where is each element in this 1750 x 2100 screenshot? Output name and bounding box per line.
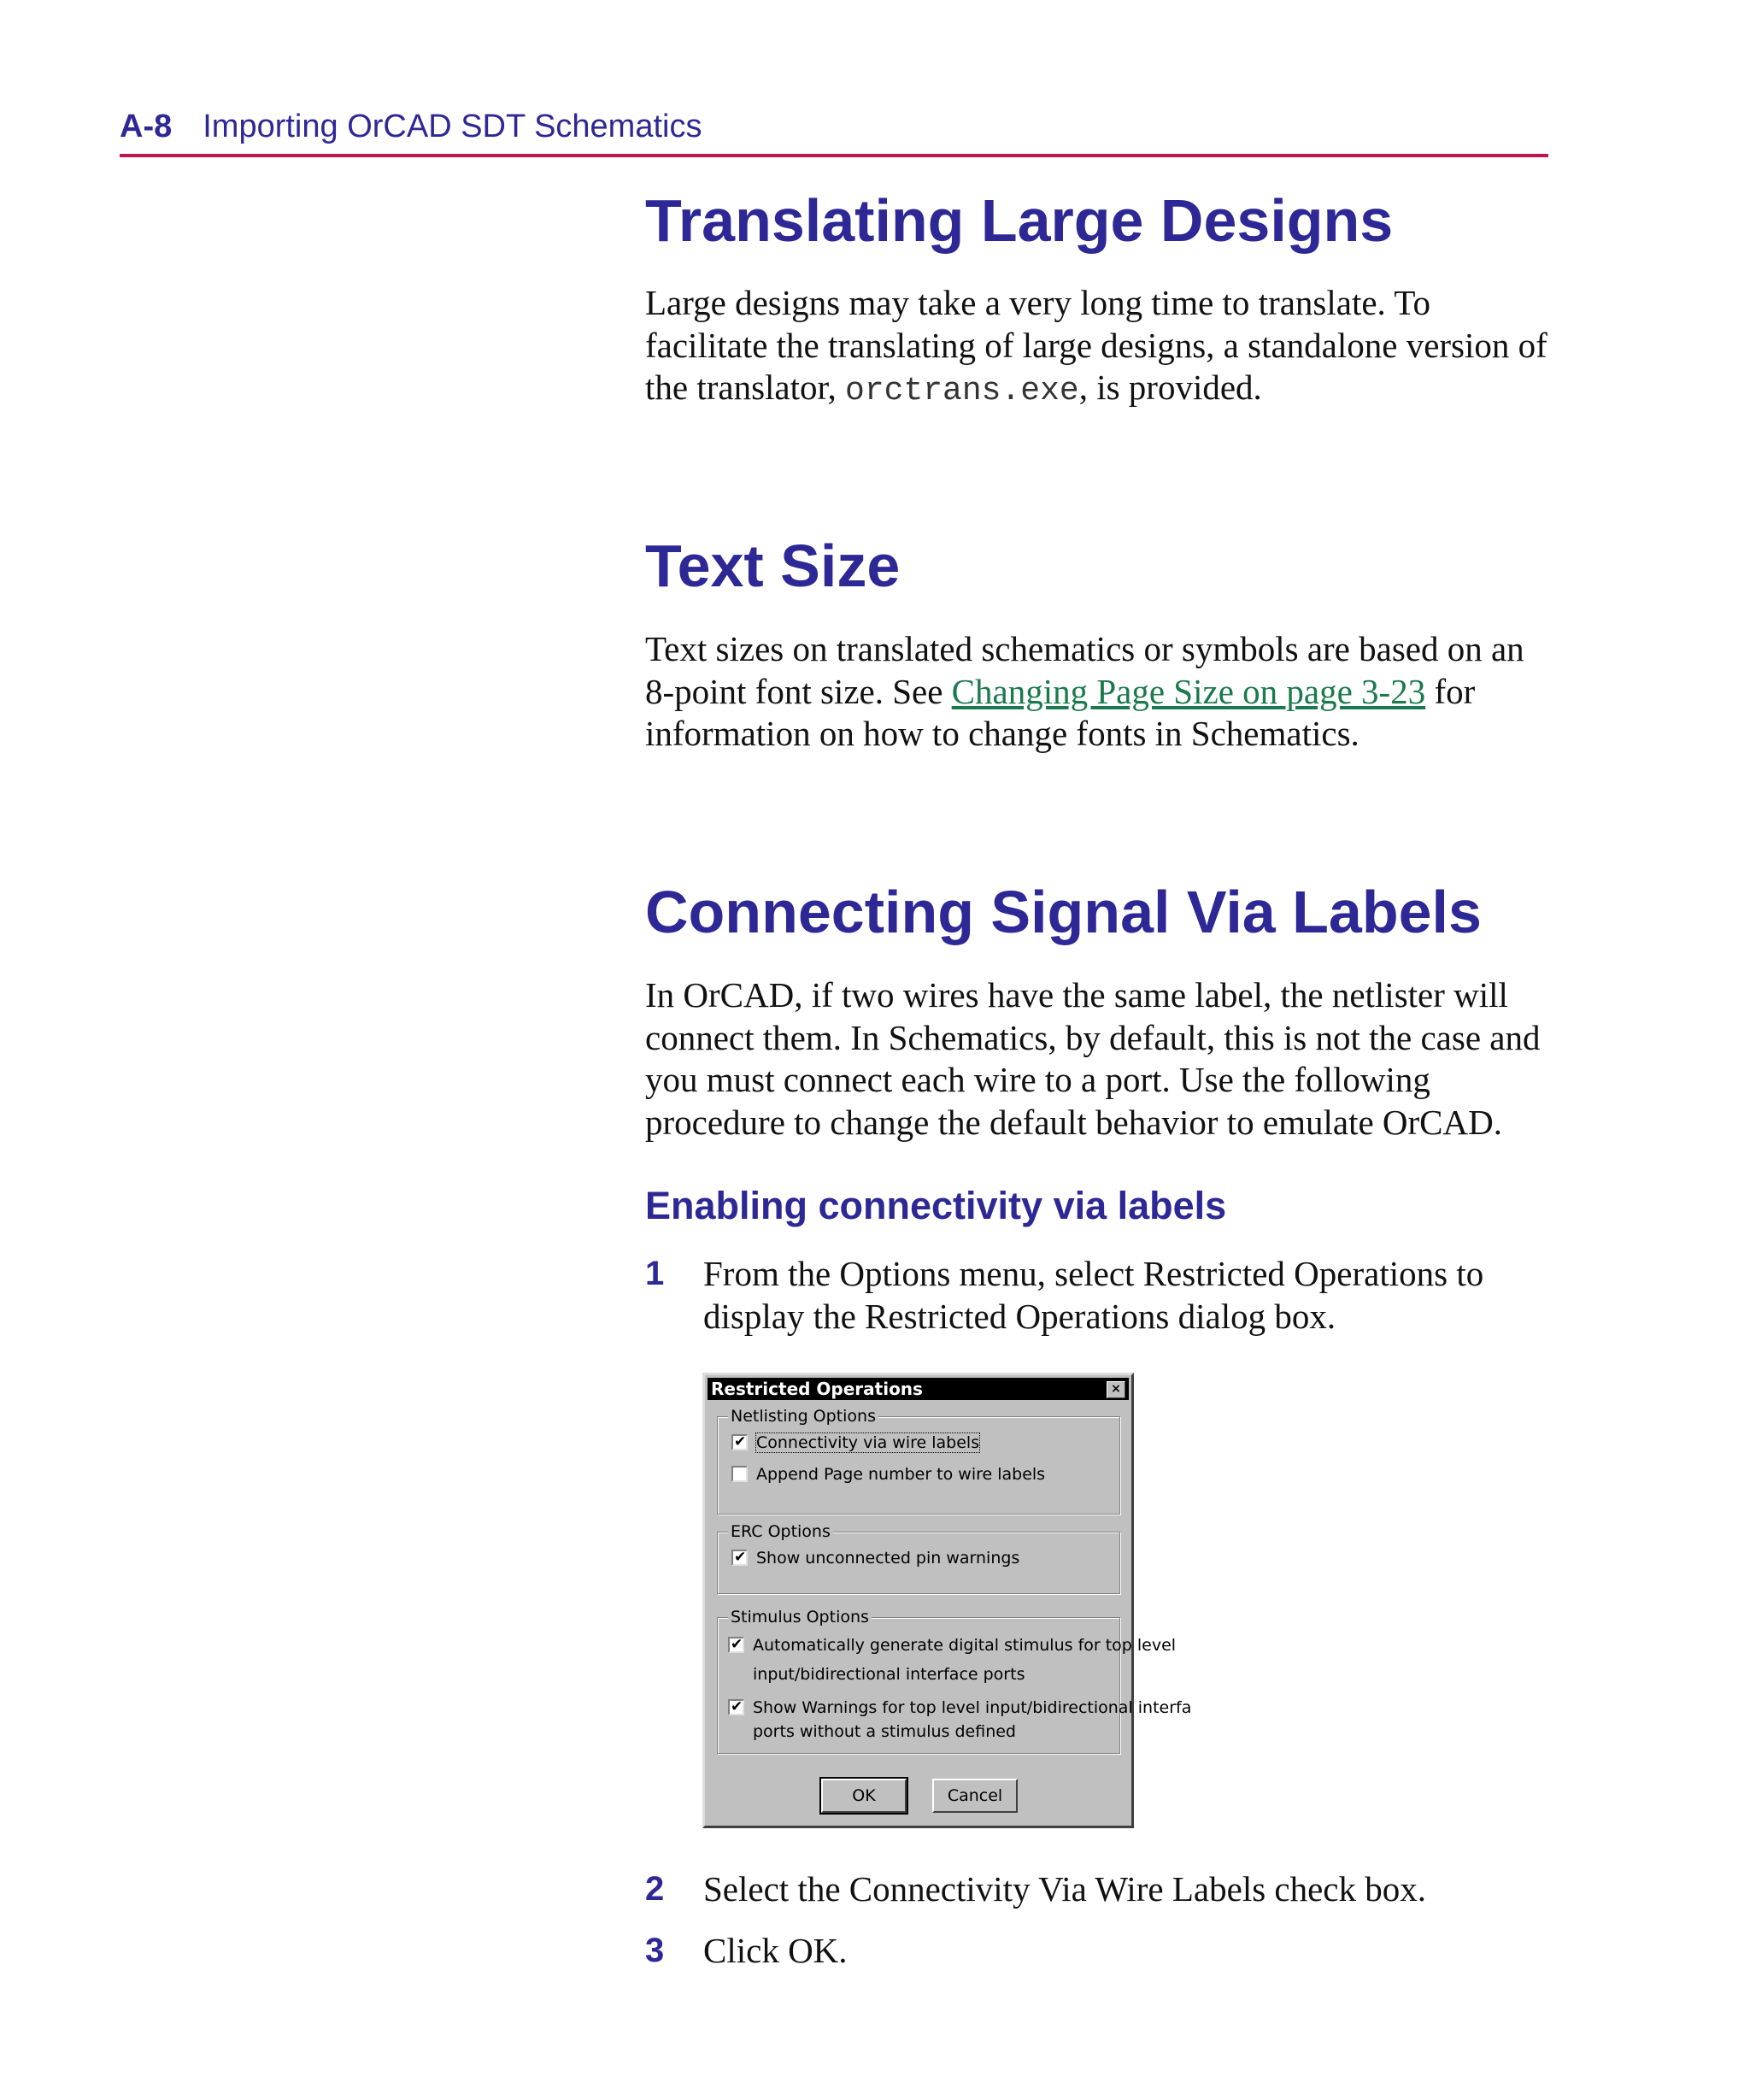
stimulus-options-group <box>717 1608 1192 1754</box>
checkbox-label: Automatically generate digital stimulus for top level <box>753 1636 1177 1655</box>
paragraph-text-size <box>645 628 1551 756</box>
page-header <box>120 104 1548 157</box>
section-title-connecting: Connecting Signal Via Labels <box>645 879 1482 945</box>
dialog-titlebar <box>708 1378 1129 1400</box>
checkbox-unchecked-icon[interactable] <box>731 1466 748 1482</box>
chapter-title: Importing OrCAD SDT Schematics <box>203 109 702 144</box>
paragraph-text: Text sizes on translated schematics or symbols are based on an 8-point font size. See <box>645 629 1524 711</box>
group-legend: ERC Options <box>728 1521 833 1543</box>
checkbox-checked-icon[interactable] <box>728 1637 744 1653</box>
group-legend: Netlisting Options <box>728 1405 878 1427</box>
step-number: 3 <box>645 1932 665 1969</box>
checkbox-label: Connectivity via wire labels <box>756 1433 980 1452</box>
code-filename: orctrans.exe <box>845 373 1079 409</box>
page-number: A-8 <box>120 109 173 144</box>
paragraph-translating <box>645 282 1551 413</box>
step-number: 2 <box>645 1870 665 1908</box>
erc-options-group <box>717 1522 1120 1594</box>
checkbox-checked-icon[interactable] <box>731 1434 748 1450</box>
step-number: 1 <box>645 1255 665 1292</box>
paragraph-text: , is provided. <box>1078 368 1262 407</box>
restricted-operations-dialog <box>702 1373 1192 1828</box>
step-text: From the Options menu, select Restricted Operations to display the Restricted Operations dialog box. <box>703 1254 1484 1336</box>
paragraph-text: for information on how to change fonts in Schematics. <box>645 671 1476 753</box>
checkbox-checked-icon[interactable] <box>728 1699 744 1715</box>
checkbox-label-continued: input/bidirectional interface ports <box>753 1665 1025 1684</box>
close-icon[interactable]: × <box>1107 1381 1125 1398</box>
checkbox-checked-icon[interactable] <box>731 1550 748 1566</box>
cross-reference-link[interactable]: Changing Page Size on page 3-23 <box>951 671 1426 711</box>
checkbox-label-continued: ports without a stimulus defined <box>753 1722 1016 1741</box>
section-title-translating: Translating Large Designs <box>645 187 1394 254</box>
paragraph-connecting: In OrCAD, if two wires have the same label, the netlister will connect them. In Schematics, by default, this is not the case and you must connect each wire to a port. Use the following procedure to change the default behavior to emulate OrCAD. <box>645 975 1541 1142</box>
procedure-heading: Enabling connectivity via labels <box>645 1184 1227 1227</box>
append-page-number-checkbox[interactable] <box>731 1464 1045 1485</box>
cancel-button[interactable]: Cancel <box>932 1779 1018 1813</box>
checkbox-label: Show Warnings for top level input/bidirectional interfa <box>753 1698 1192 1717</box>
netlisting-options-group <box>717 1407 1120 1515</box>
paragraph-text: Large designs may take a very long time to translate. To facilitate the translating of large designs, a standalone version of the translator, <box>645 283 1547 407</box>
connectivity-via-wire-labels-checkbox[interactable] <box>731 1432 979 1453</box>
checkbox-label: Append Page number to wire labels <box>756 1465 1046 1484</box>
checkbox-label: Show unconnected pin warnings <box>756 1549 1020 1568</box>
dialog-title: Restricted Operations <box>711 1379 923 1399</box>
section-title-text-size: Text Size <box>645 532 901 599</box>
group-legend: Stimulus Options <box>728 1606 872 1628</box>
ok-button[interactable]: OK <box>821 1779 907 1813</box>
auto-generate-stimulus-checkbox[interactable] <box>728 1635 1176 1685</box>
step-text: Select the Connectivity Via Wire Labels check box. <box>703 1869 1427 1909</box>
show-unconnected-pin-warnings-checkbox[interactable] <box>731 1548 1019 1568</box>
show-warnings-stimulus-checkbox[interactable] <box>728 1697 1191 1742</box>
step-text: Click OK. <box>703 1931 848 1970</box>
